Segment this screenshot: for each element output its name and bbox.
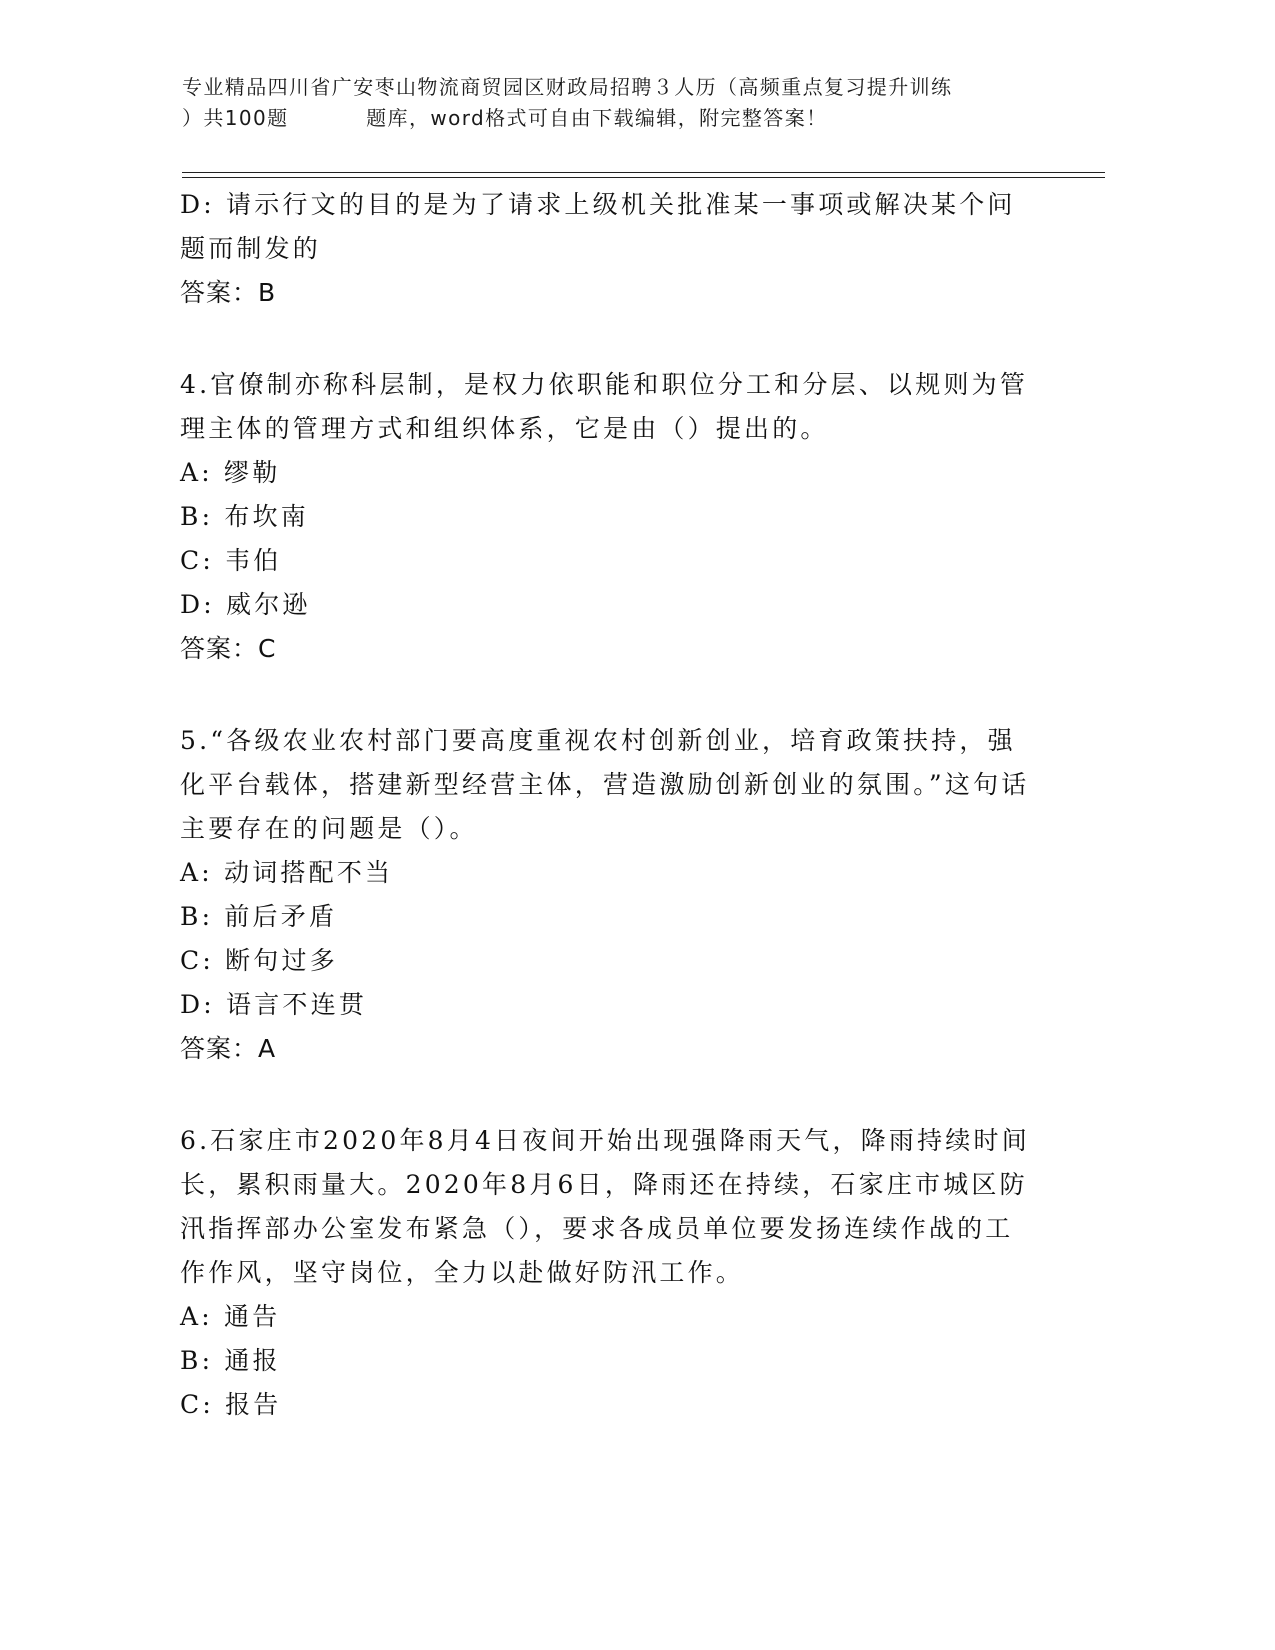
document-header [182,72,1082,134]
option-a: A: 通告 [180,1302,281,1331]
option-a: A: 缪勒 [180,458,281,487]
question-answer: 答案：C [180,634,277,663]
option-c: C: 韦伯 [180,546,282,575]
question-stem: 4.官僚制亦称科层制，是权力依职能和职位分工和分层、以规则为管理主体的管理方式和组织体系，它是由（）提出的。 [180,370,1029,443]
document-body [180,183,1040,1427]
header-divider-bottom [182,177,1105,178]
option-c: C: 报告 [180,1390,282,1419]
option-c: C: 断句过多 [180,946,338,975]
question-stem: 5.“各级农业农村部门要高度重视农村创新创业，培育政策扶持，强化平台载体，搭建新型经营主体，营造激励创新创业的氛围。”这句话主要存在的问题是（）。 [180,726,1030,843]
option-a: A: 动词搭配不当 [180,858,394,887]
question-3-option-d: D: 请示行文的目的是为了请求上级机关批准某一事项或解决某个问题而制发的 [180,190,1016,263]
option-b: B: 布坎南 [180,502,309,531]
question-5 [180,719,1040,1071]
question-stem: 6.石家庄市2020年8月4日夜间开始出现强降雨天气，降雨持续时间长，累积雨量大。2020年8月6日，降雨还在持续，石家庄市城区防汛指挥部办公室发布紧急（），要求各成员单位要发扬连续作战的工作作风，坚守岗位，全力以赴做好防汛工作。 [180,1126,1030,1287]
option-b: B: 通报 [180,1346,281,1375]
question-6 [180,1119,1040,1427]
option-d: D: 语言不连贯 [180,990,368,1019]
header-line-1: 专业精品四川省广安枣山物流商贸园区财政局招聘３人历（高频重点复习提升训练 [182,75,953,99]
option-d: D: 威尔逊 [180,590,311,619]
option-b: B: 前后矛盾 [180,902,338,931]
question-4 [180,363,1040,671]
question-answer: 答案：A [180,1034,277,1063]
header-divider-top [182,172,1105,173]
header-line-2: ）共100题 题库，word格式可自由下载编辑，附完整答案！ [182,106,828,130]
question-3-answer: 答案：B [180,278,277,307]
